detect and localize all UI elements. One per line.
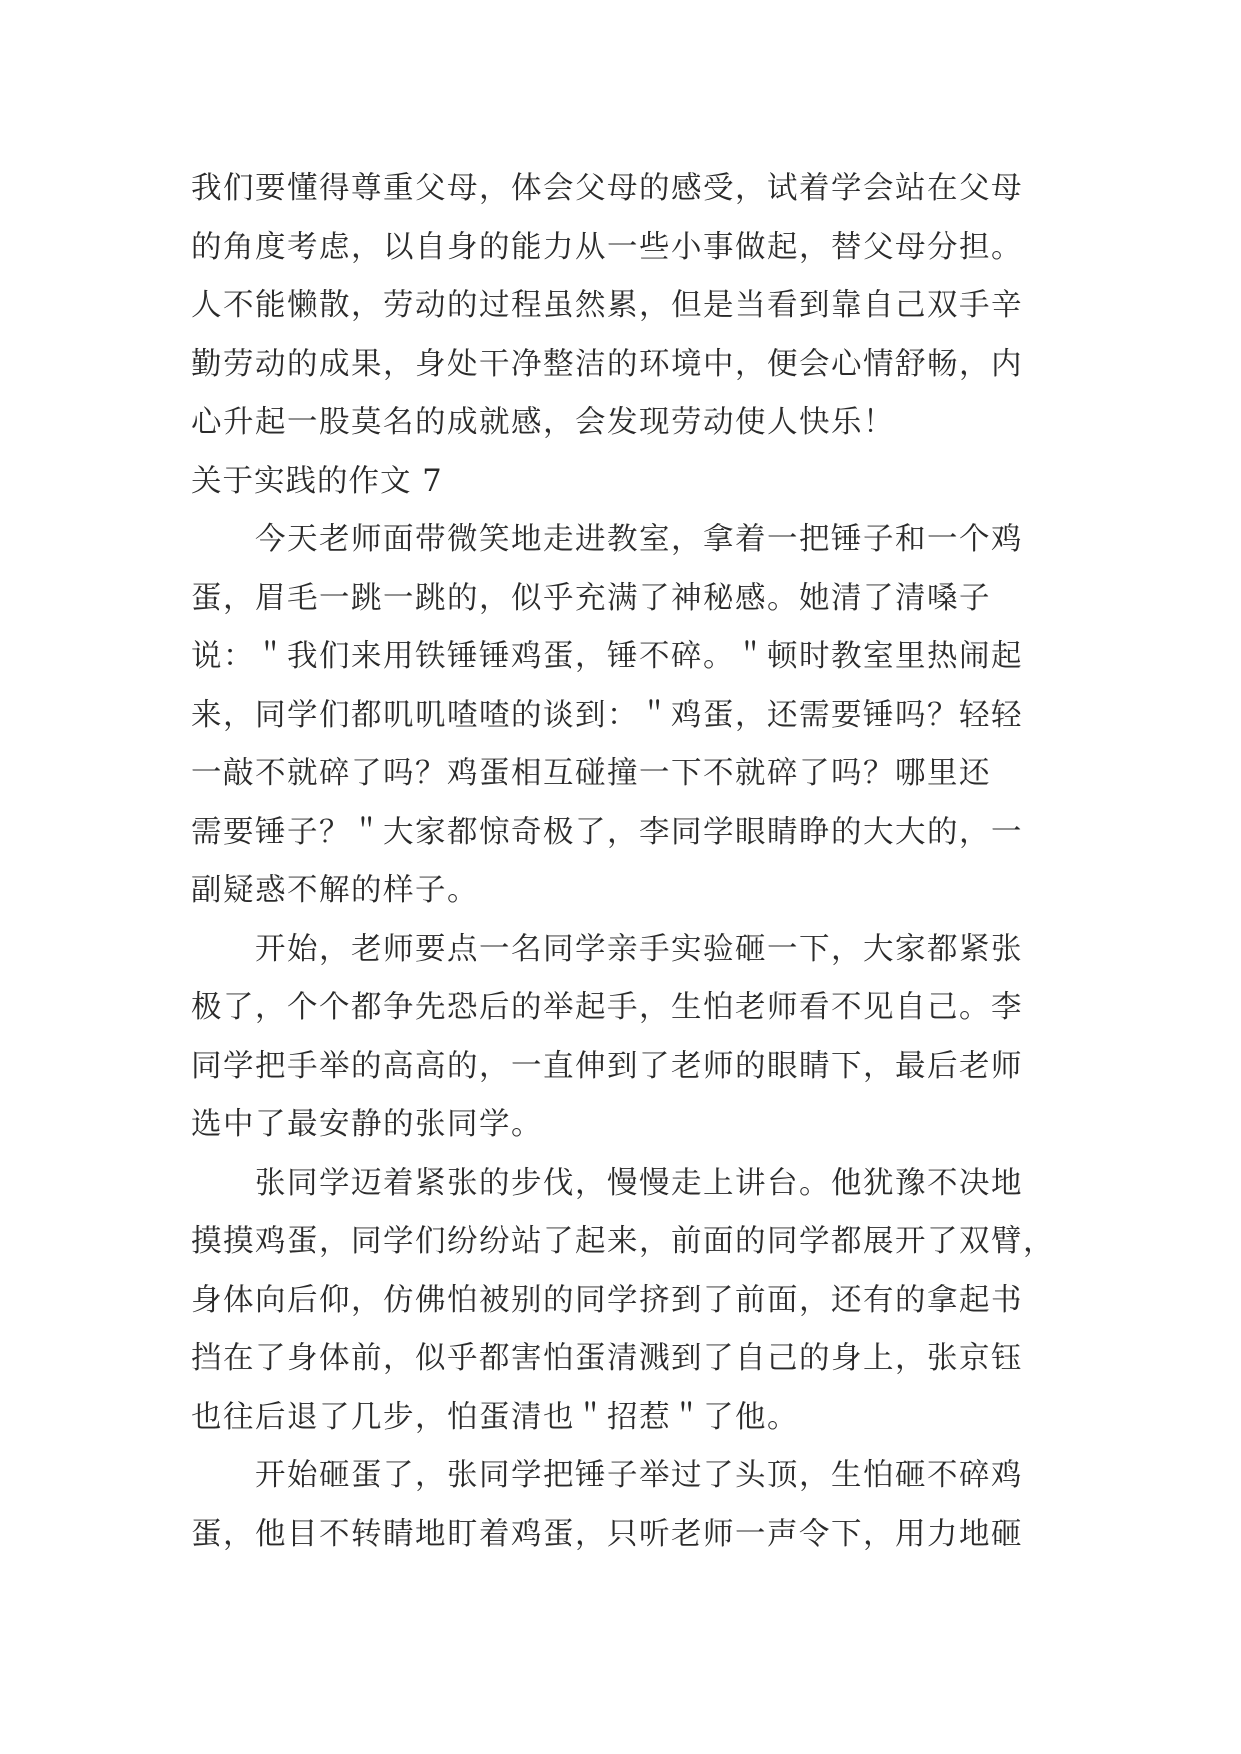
text-line: 说：＂我们来用铁锤锤鸡蛋，锤不碎。＂顿时教室里热闹起 <box>191 639 1023 674</box>
text-line: 摸摸鸡蛋，同学们纷纷站了起来，前面的同学都展开了双臂， <box>191 1224 1055 1259</box>
text-line: 也往后退了几步，怕蛋清也＂招惹＂了他。 <box>191 1399 799 1435</box>
text-line: 蛋，眉毛一跳一跳的，似乎充满了神秘感。她清了清嗓子 <box>191 580 991 616</box>
text-line: 来，同学们都叽叽喳喳的谈到：＂鸡蛋，还需要锤吗？轻轻 <box>191 697 1023 733</box>
text-line: 的角度考虑，以自身的能力从一些小事做起，替父母分担。 <box>191 229 1023 265</box>
text-line: 挡在了身体前，似乎都害怕蛋清溅到了自己的身上，张京钰 <box>191 1341 1023 1376</box>
text-line: 同学把手举的高高的，一直伸到了老师的眼睛下，最后老师 <box>191 1048 1023 1084</box>
text-line: 选中了最安静的张同学。 <box>191 1107 543 1142</box>
text-line: 身体向后仰，仿佛怕被别的同学挤到了前面，还有的拿起书 <box>191 1282 1023 1318</box>
text-line: 心升起一股莫名的成就感，会发现劳动使人快乐！ <box>191 405 895 440</box>
text-line: 张同学迈着紧张的步伐，慢慢走上讲台。他犹豫不决地 <box>191 1165 1023 1201</box>
text-line: 一敲不就碎了吗？鸡蛋相互碰撞一下不就碎了吗？哪里还 <box>191 756 991 791</box>
document-body <box>191 160 1055 1564</box>
text-line: 开始砸蛋了，张同学把锤子举过了头顶，生怕砸不碎鸡 <box>191 1458 1023 1493</box>
text-line: 我们要懂得尊重父母，体会父母的感受，试着学会站在父母 <box>191 171 1023 206</box>
text-line: 勤劳动的成果，身处干净整洁的环境中，便会心情舒畅，内 <box>191 346 1023 382</box>
text-line: 今天老师面带微笑地走进教室，拿着一把锤子和一个鸡 <box>191 522 1023 557</box>
text-line: 极了，个个都争先恐后的举起手，生怕老师看不见自己。李 <box>191 990 1023 1025</box>
text-line: 开始，老师要点一名同学亲手实验砸一下，大家都紧张 <box>191 931 1023 967</box>
text-line: 副疑惑不解的样子。 <box>191 873 479 908</box>
section-heading: 关于实践的作文 7 <box>191 463 443 499</box>
text-line: 需要锤子？＂大家都惊奇极了，李同学眼睛睁的大大的，一 <box>191 814 1023 850</box>
text-line: 人不能懒散，劳动的过程虽然累，但是当看到靠自己双手辛 <box>191 288 1023 323</box>
text-line: 蛋，他目不转睛地盯着鸡蛋，只听老师一声令下，用力地砸 <box>191 1516 1023 1552</box>
